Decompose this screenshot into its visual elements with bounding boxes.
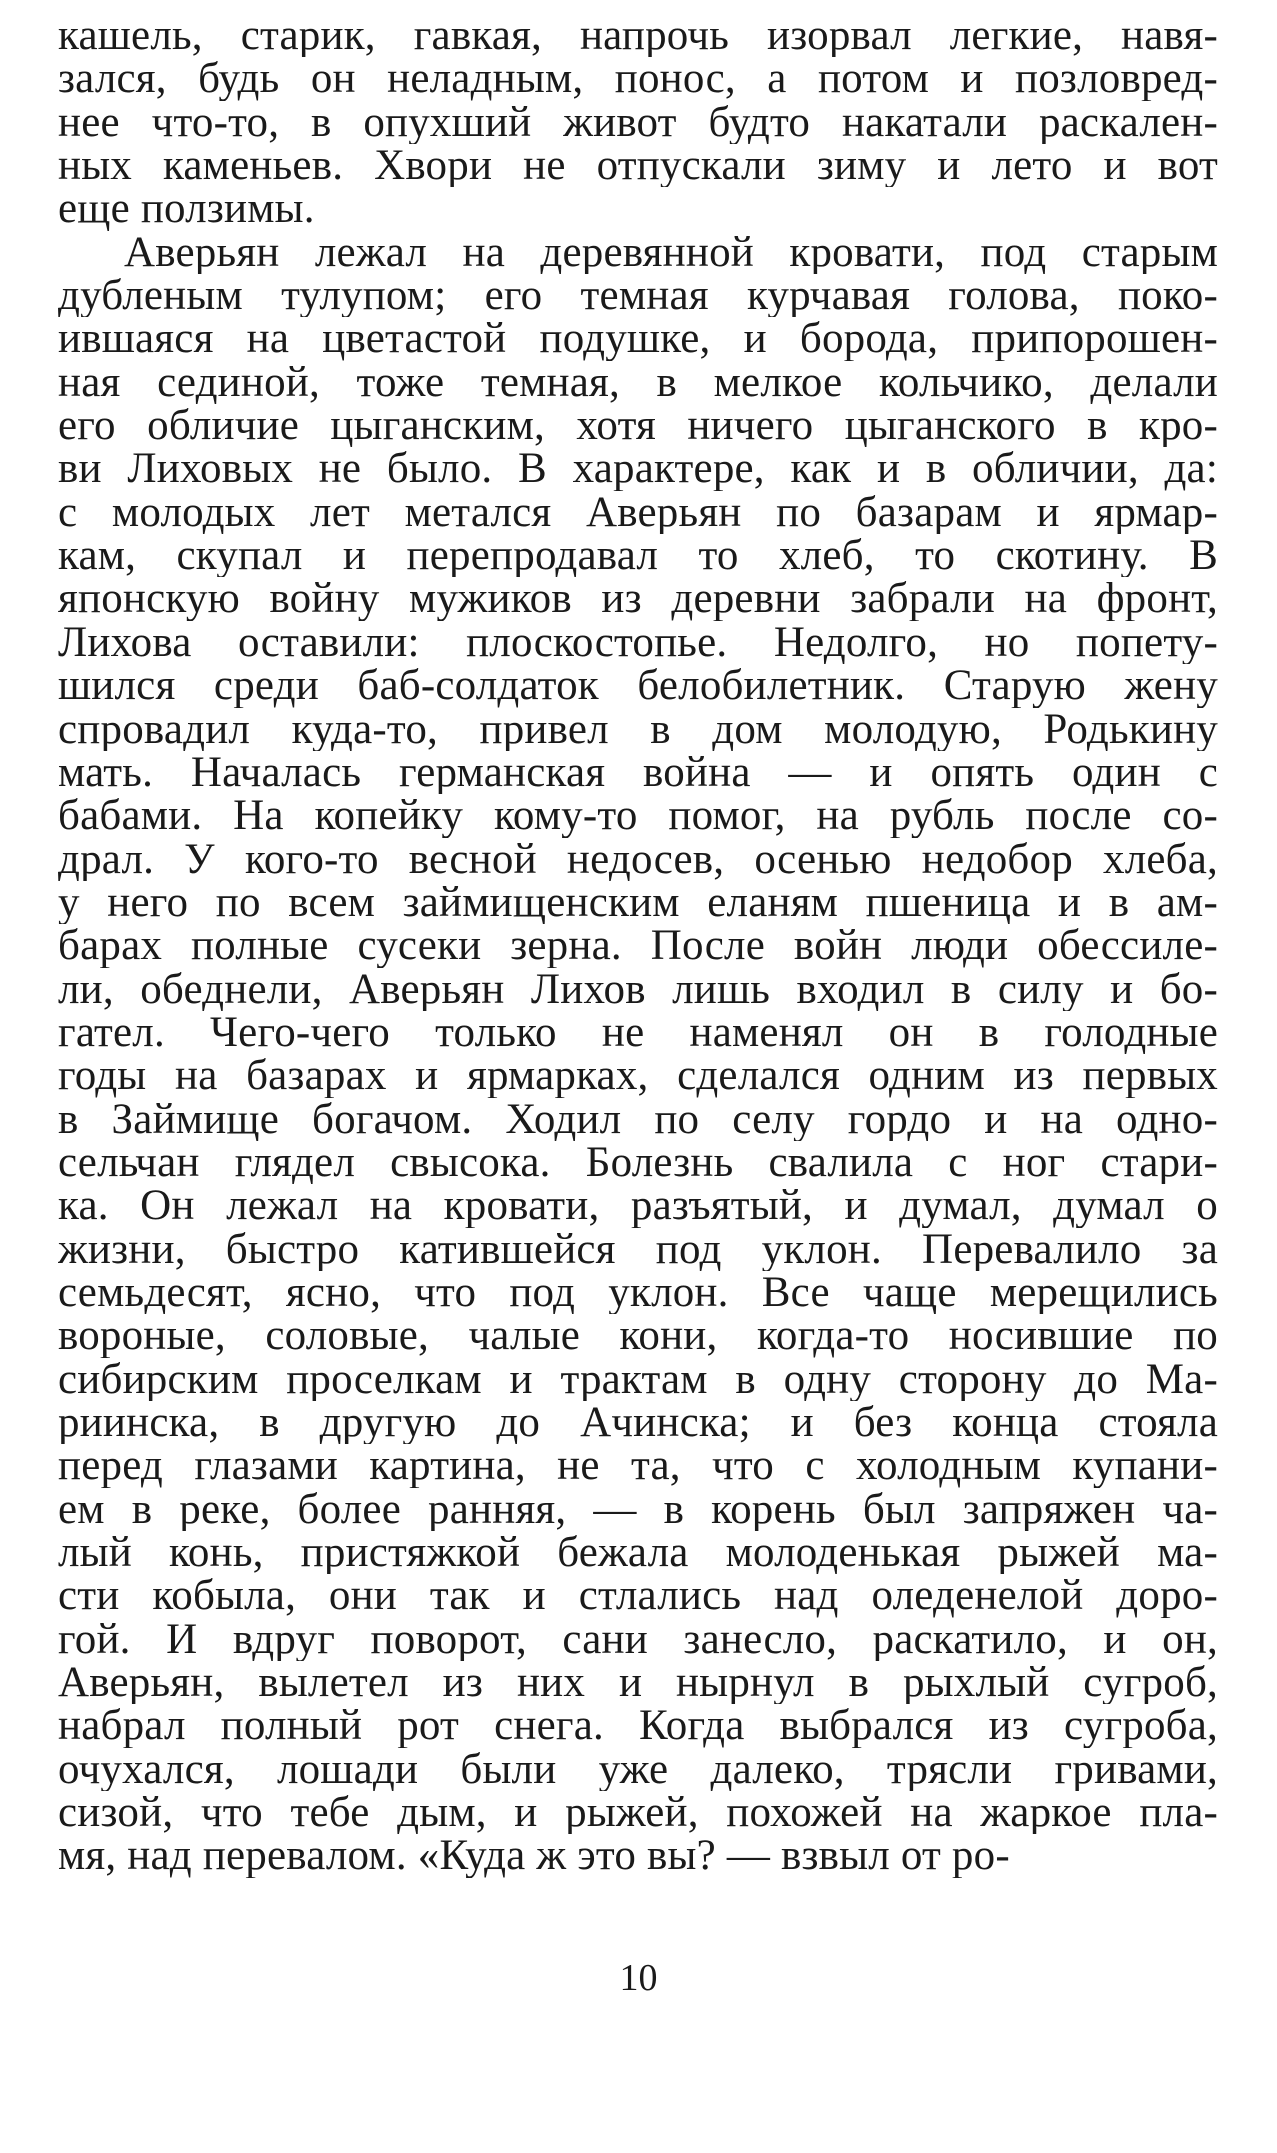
text-line: кам, скупал и перепродавал то хлеб, то скотину. В: [58, 534, 1218, 578]
page-number: 10: [619, 1957, 658, 1999]
text-line: мать. Началась германская война — и опять один с: [58, 750, 1218, 795]
body-text: [58, 14, 1218, 1878]
text-line: дубленым тулупом; его темная курчавая голова, поко-: [58, 274, 1218, 318]
text-line: сельчан глядел свысока. Болезнь свалила с ног стари-: [58, 1140, 1218, 1185]
text-line: сизой, что тебе дым, и рыжей, похожей на жаркое пла-: [58, 1791, 1218, 1835]
text-line: шился среди баб-солдаток белобилетник. Старую жену: [58, 664, 1218, 708]
text-line: жизни, быстро катившейся под уклон. Перевалило за: [58, 1227, 1218, 1271]
text-line: годы на базарах и ярмарках, сделался одним из первых: [58, 1054, 1218, 1098]
text-line: ви Лиховых не было. В характере, как и в обличии, да:: [58, 447, 1218, 491]
text-line: лый конь, пристяжкой бежала молоденькая рыжей ма-: [58, 1531, 1218, 1575]
text-line: Аверьян, вылетел из них и нырнул в рыхлый сугроб,: [58, 1661, 1218, 1705]
text-line: ем в реке, более ранняя, — в корень был запряжен ча-: [58, 1487, 1218, 1532]
paragraph: [58, 231, 1218, 1878]
text-line: Лихова оставили: плоскостопье. Недолго, но попету-: [58, 620, 1218, 665]
text-line: риинска, в другую до Ачинска; и без конца стояла: [58, 1401, 1218, 1445]
text-line: еще ползимы.: [58, 187, 315, 231]
text-line: ная сединой, тоже темная, в мелкое кольчико, делали: [58, 360, 1218, 405]
text-line: барах полные сусеки зерна. После войн люди обессиле-: [58, 924, 1218, 968]
text-line: очухался, лошади были уже далеко, трясли гривами,: [58, 1747, 1218, 1792]
text-line: семьдесят, ясно, что под уклон. Все чаще мерещились: [58, 1270, 1218, 1315]
text-line: ка. Он лежал на кровати, разъятый, и думал, думал о: [58, 1184, 1218, 1228]
text-line: японскую войну мужиков из деревни забрали на фронт,: [58, 577, 1218, 621]
text-line: перед глазами картина, не та, что с холодным купани-: [58, 1444, 1218, 1488]
text-line: сти кобыла, они так и стлались над оледенелой доро-: [58, 1574, 1218, 1618]
text-line: зался, будь он неладным, понос, а потом и позловред-: [58, 57, 1218, 101]
text-line: мя, над перевалом. «Куда ж это вы? — взвыл от ро-: [58, 1834, 1010, 1878]
text-line: Аверьян лежал на деревянной кровати, под старым: [124, 230, 1218, 275]
text-line: нее что-то, в опухший живот будто накатали раскален-: [58, 100, 1218, 145]
text-line: в Займище богачом. Ходил по селу гордо и на одно-: [58, 1097, 1218, 1141]
paragraph: [58, 14, 1218, 231]
text-line: бабами. На копейку кому-то помог, на рубль после со-: [58, 794, 1218, 838]
text-line: вороные, соловые, чалые кони, когда-то носившие по: [58, 1314, 1218, 1358]
text-line: гател. Чего-чего только не наменял он в голодные: [58, 1010, 1218, 1055]
text-line: кашель, старик, гавкая, напрочь изорвал легкие, навя-: [58, 14, 1218, 58]
text-line: сибирским проселкам и трактам в одну сторону до Ма-: [58, 1357, 1218, 1401]
text-line: набрал полный рот снега. Когда выбрался из сугроба,: [58, 1704, 1218, 1748]
text-line: ившаяся на цветастой подушке, и борода, припорошен-: [58, 317, 1218, 361]
text-line: спровадил куда-то, привел в дом молодую, Родькину: [58, 707, 1218, 751]
text-line: ных каменьев. Хвори не отпускали зиму и лето и вот: [58, 144, 1218, 188]
text-line: гой. И вдруг поворот, сани занесло, раскатило, и он,: [58, 1617, 1218, 1662]
text-line: драл. У кого-то весной недосев, осенью недобор хлеба,: [58, 837, 1218, 881]
text-line: с молодых лет метался Аверьян по базарам и ярмар-: [58, 490, 1218, 535]
text-line: его обличие цыганским, хотя ничего цыганского в кро-: [58, 404, 1218, 448]
text-line: у него по всем займищенским еланям пшеница и в ам-: [58, 880, 1218, 925]
text-line: ли, обеднели, Аверьян Лихов лишь входил в силу и бо-: [58, 967, 1218, 1011]
